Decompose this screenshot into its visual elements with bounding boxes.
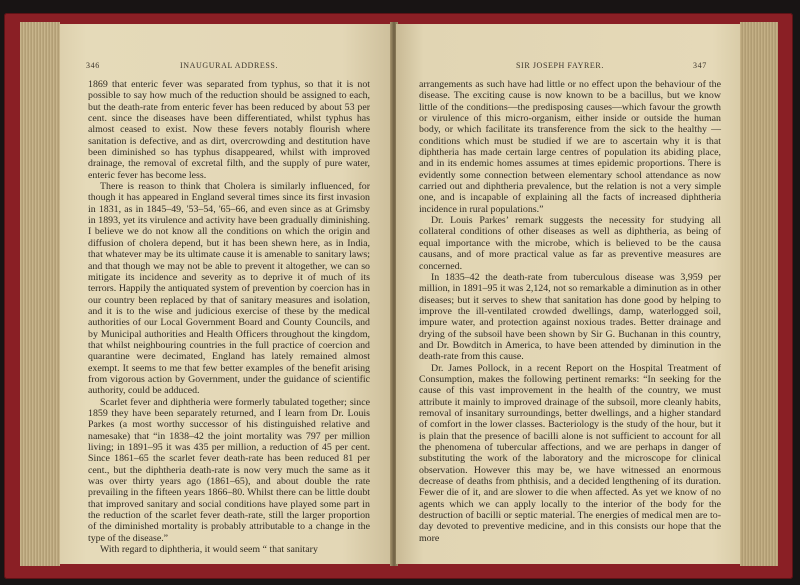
left-running-head: INAUGURAL ADDRESS. xyxy=(180,61,279,70)
right-page-edges xyxy=(740,22,778,566)
paragraph: Dr. Louis Parkes’ remark suggests the necessity for studying all collateral conditions of other diseases as well as diphtheria, as being of equal importance with the microbe, which is believed to be the causa causans, and of more practical value as far as preventive measures are concerned. xyxy=(419,215,721,272)
left-page-number: 346 xyxy=(86,61,100,70)
right-page-text xyxy=(419,79,721,544)
paragraph: 1869 that enteric fever was separated from typhus, so that it is not possible to say how much of the reduction should be assigned to each, but the death-rate from enteric fever has been reduced by about 53 per cent. since the diseases have been differentiated, whilst typhus has almost ceased to exist. Now these fevers notably flourish where sanitation is defective, and as dirt, overcrowding and destitution have been diminished so has typhus disappeared, whilst with improved drainage, the removal of excretal filth, and the supply of pure water, enteric fever has become less. xyxy=(88,79,370,181)
paragraph: arrangements as such have had little or no effect upon the behaviour of the disease. The exciting cause is now known to be a bacillus, but we know little of the conditions—the predisposing causes—which favour the growth or virulence of this micro-organism, either inside or outside the human body, or which facilitate its transference from the sick to the healthy —conditions which must be studied if we are to ascertain why it is that diphtheria has made certain large centres of population its abiding place, and in its endemic homes assumes at times epidemic proportions. There is evidently some connection between elementary school attendance as now carried out and diphtheria prevalence, but the relation is not a very simple one, and is incapable of explaining all the facts of increased diphtheria incidence in rural populations.” xyxy=(419,79,721,215)
right-page xyxy=(396,24,740,564)
paragraph: There is reason to think that Cholera is similarly influenced, for though it has appeared in England several times since its first invasion in 1831, as in 1845–49, '53–54, '65–66, and even since as at Grimsby in 1893, yet its virulence and activity have been gradually diminishing. I believe we do not know all the conditions on which the origin and diffusion of cholera depend, but it has been shewn here, as in India, that whatever may be its ultimate cause it is amenable to sanitary laws; and that though we may not be able to prevent it altogether, we can so mitigate its incidence and severity as to deprive it of much of its terrors. Happily the antiquated system of prevention by coercion has in our country been replaced by that of sanitary measures and isolation, and it is to the wise and judicious exercise of these by the medical authorities of our Local Government Board and County Councils, and by Municipal authorities and Health Officers throughout the kingdom, that whilst neighbouring countries in the full practice of coercion and quarantine were decimated, England has lately remained almost exempt. It seems to me that few better examples of the benefit arising from vigorous action by Government, under the guidance of scientific authority, could be adduced. xyxy=(88,181,370,397)
paragraph: In 1835–42 the death-rate from tuberculous disease was 3,959 per million, in 1891–95 it was 2,124, not so remarkable a diminution as in other diseases; but it serves to shew that sanitation has done good by helping to improve the ill-ventilated crowded dwellings, damp, waterlogged soil, impure water, and protection against noxious trades. Better drainage and drying of the subsoil have been shown by Sir G. Buchanan in this country, and Dr. Bowditch in America, to have been attended by diminution in the death-rate from this cause. xyxy=(419,271,721,363)
left-page xyxy=(60,24,392,564)
paragraph: Dr. James Pollock, in a recent Report on the Hospital Treatment of Consumption, makes the following pertinent remarks: “In seeking for the cause of this vast improvement in the health of the country, we must attribute it mainly to improved drainage of the subsoil, more cleanly habits, removal of insanitary surroundings, better dwellings, and a higher standard of comfort in the lower classes. Bacteriology is the study of the hour, but it is plain that the presence of bacilli alone is not sufficient to account for all the phenomena of tubercular affections, and we are perhaps in danger of substituting the work of the laboratory and the microscope for clinical observation. However this may be, we have witnessed an enormous decrease of deaths from phthisis, and a decided lengthening of its duration. Fewer die of it, and are slower to die when affected. As yet we know of no agents which we can apply locally to the interior of the body for the destruction of bacilli or septic material. The energies of medical men are to-day devoted to preventive medicine, and in this consists our hope that the more xyxy=(419,362,721,544)
left-page-text xyxy=(88,79,370,555)
right-running-head: SIR JOSEPH FAYRER. xyxy=(516,61,604,70)
right-page-number: 347 xyxy=(693,61,707,70)
paragraph: Scarlet fever and diphtheria were formerly tabulated together; since 1859 they have been separately returned, and I learn from Dr. Louis Parkes (a most worthy successor of his distinguished relative and namesake) that “in 1838–42 the joint mortality was 797 per million living; in 1891–95 it was 435 per million, a reduction of 45 per cent. Since 1861–65 the scarlet fever death-rate has been reduced 81 per cent., but the diphtheria death-rate is now very much the same as it was over thirty years ago (1861–65), and about double the rate prevailing in the fifteen years 1866–80. Whilst there can be little doubt that improved sanitary and social conditions have played some part in the reduction of the scarlet fever death-rate, still the larger proportion of the diminished mortality is probably attributable to a change in the type of the disease.” xyxy=(88,396,370,544)
left-page-edges xyxy=(20,22,60,566)
paragraph: With regard to diphtheria, it would seem “ that sanitary xyxy=(100,544,318,556)
